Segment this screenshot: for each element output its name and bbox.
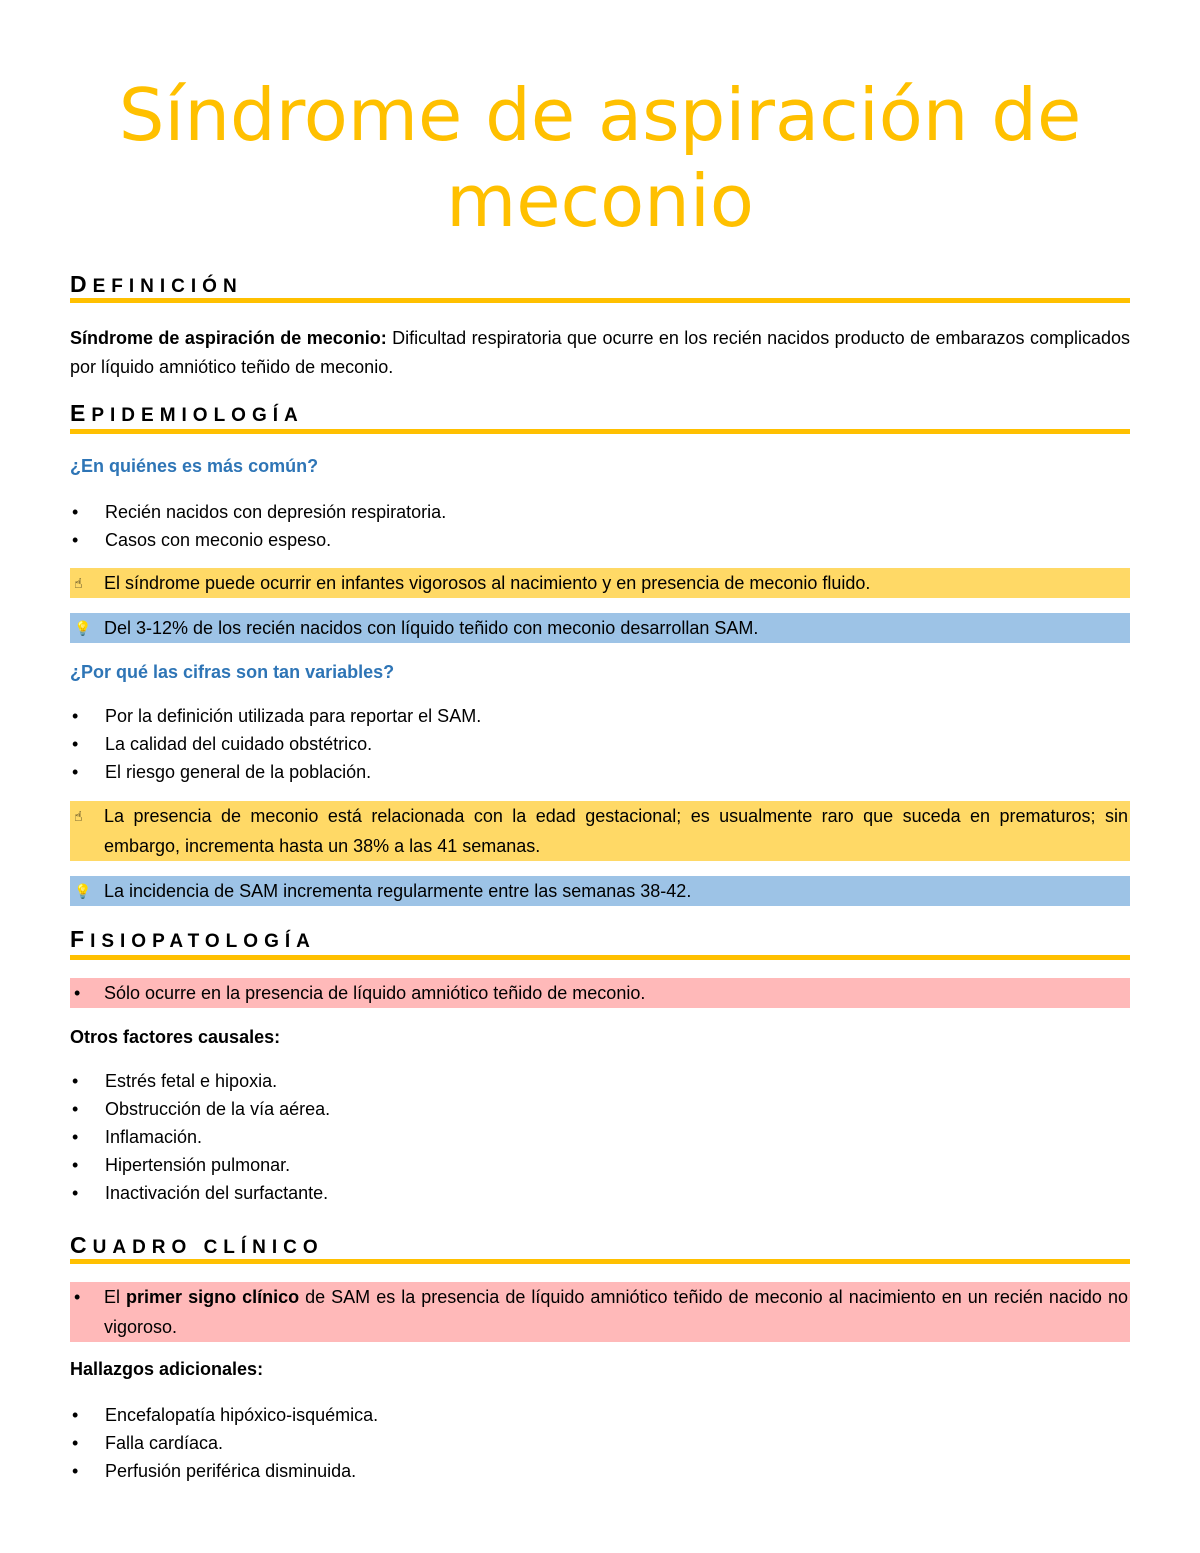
list-item: • Falla cardíaca. xyxy=(70,1429,1130,1457)
key-text-post: de SAM es la presencia de líquido amniótico teñido de meconio al nacimiento en un recién nacido no vigoroso. xyxy=(104,1287,1128,1337)
list-item: • Recién nacidos con depresión respiratoria. xyxy=(70,498,1130,526)
heading-fisiopatologia xyxy=(70,926,1130,953)
heading-rest: EFINICIÓN xyxy=(92,276,243,297)
key-box xyxy=(70,978,1130,1008)
key-text-pre: El xyxy=(104,1287,127,1307)
list-item: • Encefalopatía hipóxico-isquémica. xyxy=(70,1401,1130,1429)
list-item: • Obstrucción de la vía aérea. xyxy=(70,1095,1130,1123)
fact-text: Del 3-12% de los recién nacidos con líquido teñido con meconio desarrollan SAM. xyxy=(104,618,759,638)
list-item: • Casos con meconio espeso. xyxy=(70,526,1130,554)
heading-definicion xyxy=(70,271,1130,298)
lightbulb-icon: 💡 xyxy=(74,620,92,636)
definition-paragraph xyxy=(70,324,1130,382)
heading-cap: E xyxy=(70,400,92,426)
key-text-bold: primer signo clínico xyxy=(126,1287,300,1307)
definition-text: Dificultad respiratoria que ocurre en los recién nacidos producto de embarazos complicados por líquido amniótico teñido de meconio. xyxy=(70,328,1130,377)
list-item: • Perfusión periférica disminuida. xyxy=(70,1457,1130,1485)
list-hallazgos xyxy=(70,1401,1130,1485)
note-text: La presencia de meconio está relacionada con la edad gestacional; es usualmente raro que suceda en prematuros; sin embargo, incrementa hasta un 38% a las 41 semanas. xyxy=(104,806,1128,856)
list-item: • Estrés fetal e hipoxia. xyxy=(70,1067,1130,1095)
list-item: • Inactivación del surfactante. xyxy=(70,1179,1130,1207)
question-variable: ¿Por qué las cifras son tan variables? xyxy=(70,662,395,682)
fact-box xyxy=(70,613,1130,643)
section-rule xyxy=(70,955,1130,960)
page-title: Síndrome de aspiración de meconio xyxy=(118,73,1082,243)
note-text: El síndrome puede ocurrir en infantes vigorosos al nacimiento y en presencia de meconio fluido. xyxy=(104,573,871,593)
hand-pointer-icon: ☝ xyxy=(74,808,83,824)
question-common: ¿En quiénes es más común? xyxy=(70,456,319,476)
definition-term: Síndrome de aspiración de meconio: xyxy=(70,328,387,348)
heading-rest: UADRO CLÍNICO xyxy=(92,1237,324,1258)
heading-rest: ISIOPATOLOGÍA xyxy=(90,931,316,952)
list-item: • La calidad del cuidado obstétrico. xyxy=(70,730,1130,758)
heading-epidemiologia xyxy=(70,400,1130,427)
heading-cap: D xyxy=(70,271,93,297)
subhead-hallazgos: Hallazgos adicionales: xyxy=(70,1359,264,1379)
subhead-factores: Otros factores causales: xyxy=(70,1027,281,1047)
fact-text: La incidencia de SAM incrementa regularmente entre las semanas 38-42. xyxy=(104,881,692,901)
fact-box xyxy=(70,876,1130,906)
section-rule xyxy=(70,429,1130,434)
list-item: • Por la definición utilizada para reportar el SAM. xyxy=(70,702,1130,730)
list-common xyxy=(70,498,1130,554)
heading-rest: PIDEMIOLOGÍA xyxy=(91,405,304,426)
note-box xyxy=(70,568,1130,598)
list-factores xyxy=(70,1067,1130,1207)
list-item: • Hipertensión pulmonar. xyxy=(70,1151,1130,1179)
list-item: • El riesgo general de la población. xyxy=(70,758,1130,786)
heading-cuadro-clinico xyxy=(70,1232,1130,1259)
heading-cap: F xyxy=(70,926,91,952)
key-box xyxy=(70,1282,1130,1342)
section-rule xyxy=(70,1259,1130,1264)
key-text: Sólo ocurre en la presencia de líquido amniótico teñido de meconio. xyxy=(104,983,646,1003)
heading-cap: C xyxy=(70,1232,93,1258)
note-box xyxy=(70,801,1130,861)
lightbulb-icon: 💡 xyxy=(74,883,92,899)
section-rule xyxy=(70,298,1130,303)
list-variable xyxy=(70,702,1130,786)
hand-pointer-icon: ☝ xyxy=(74,575,83,591)
list-item: • Inflamación. xyxy=(70,1123,1130,1151)
